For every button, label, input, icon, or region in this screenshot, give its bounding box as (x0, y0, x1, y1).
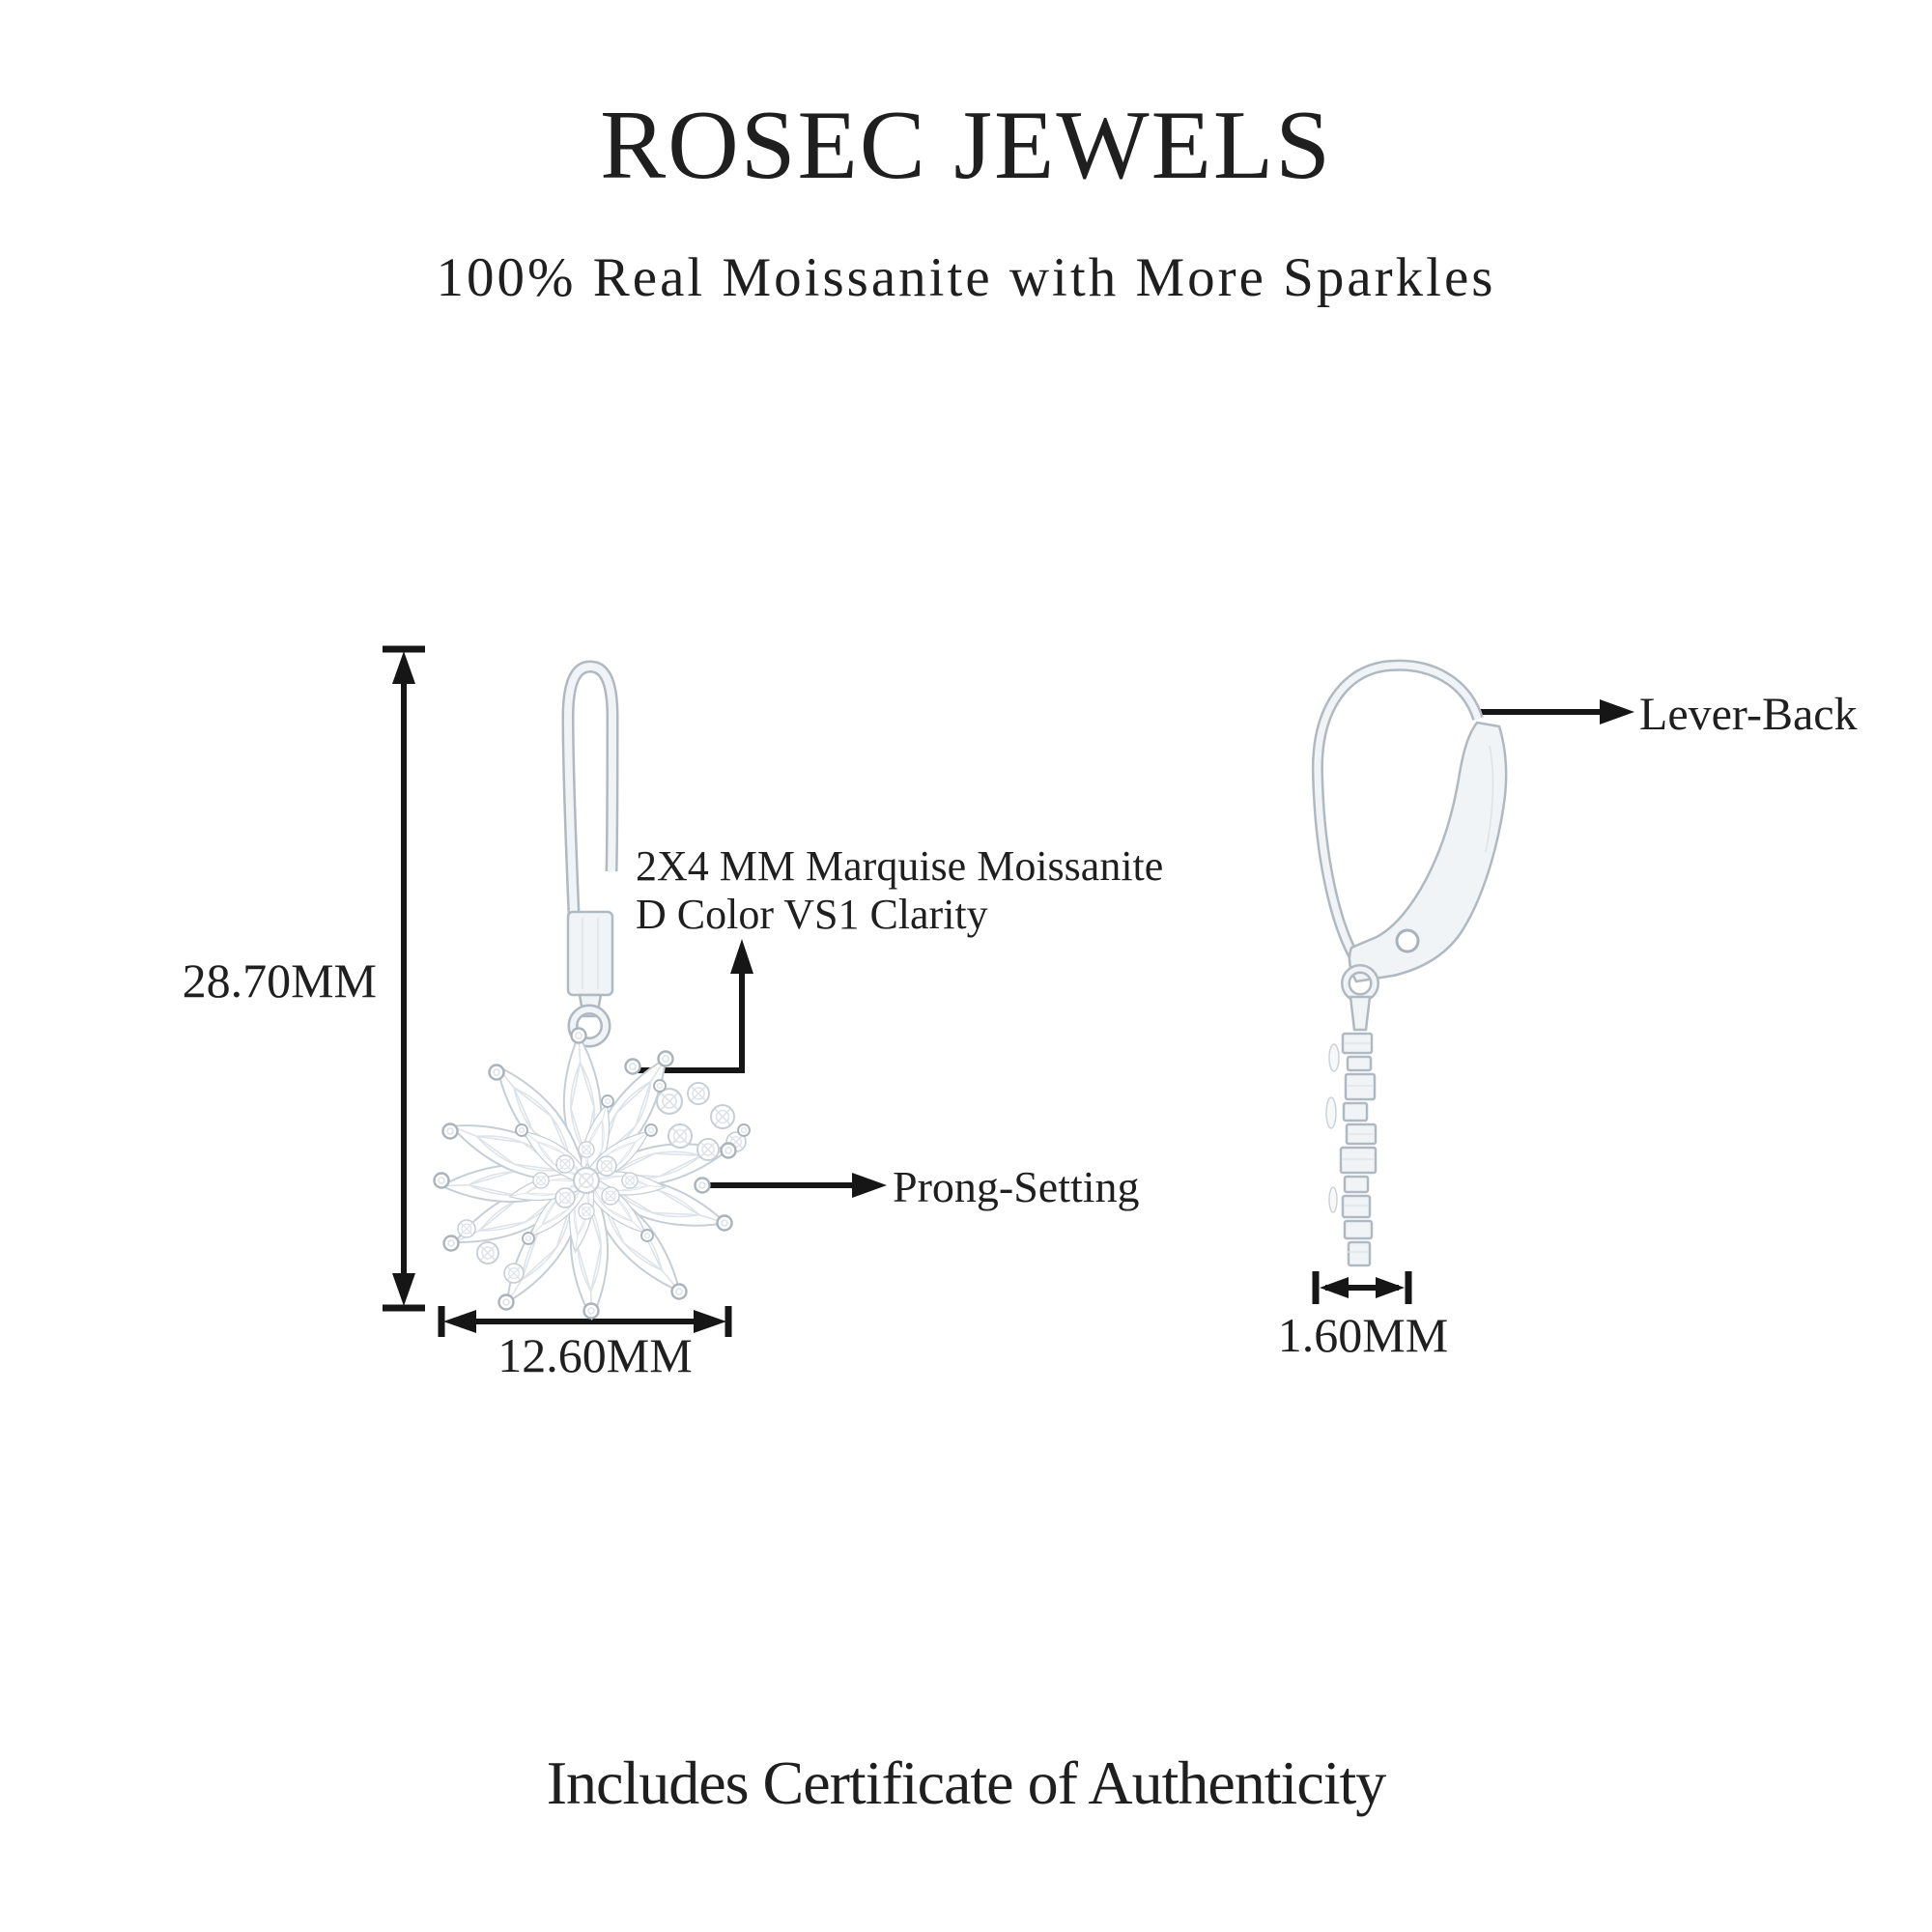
side-earring-drawing (1318, 666, 1506, 1265)
arrow-left-icon (443, 1310, 476, 1333)
arrow-up-icon (730, 939, 753, 974)
stone-annotation-line1: 2X4 MM Marquise Moissanite (636, 842, 1164, 890)
arrow-right-icon (694, 1310, 726, 1333)
stone-callout-arrow (638, 939, 753, 1070)
stone-annotation-line2: D Color VS1 Clarity (636, 891, 988, 938)
leverback-callout-arrow (1476, 699, 1634, 724)
height-dimension-label: 28.70MM (182, 953, 377, 1008)
arrow-right-icon (1376, 1277, 1405, 1298)
brand-title: ROSEC JEWELS (600, 91, 1332, 200)
arrow-right-icon (1600, 699, 1634, 724)
stone-annotation (636, 842, 1163, 939)
lever-back-label: Lever-Back (1639, 689, 1858, 740)
lever-blade (1350, 723, 1506, 981)
thickness-dimension-label: 1.60MM (1277, 1308, 1449, 1362)
arrow-down-icon (392, 1273, 415, 1306)
arrow-up-icon (392, 651, 415, 684)
tagline: 100% Real Moissanite with More Sparkles (436, 247, 1496, 308)
front-earring-drawing (435, 667, 751, 1320)
prong-callout-arrow (705, 1173, 887, 1198)
arrow-right-icon (852, 1173, 887, 1198)
pendant-side-profile (1326, 997, 1376, 1265)
width-dimension-label: 12.60MM (497, 1328, 693, 1382)
arrow-left-icon (1320, 1277, 1349, 1298)
hinge-hole (1397, 930, 1418, 952)
prong-setting-label: Prong-Setting (893, 1162, 1140, 1211)
height-dimension (383, 649, 425, 1308)
clasp-latch (568, 912, 612, 995)
certificate-note: Includes Certificate of Authenticity (546, 1748, 1386, 1817)
thickness-dimension (1316, 1271, 1408, 1304)
